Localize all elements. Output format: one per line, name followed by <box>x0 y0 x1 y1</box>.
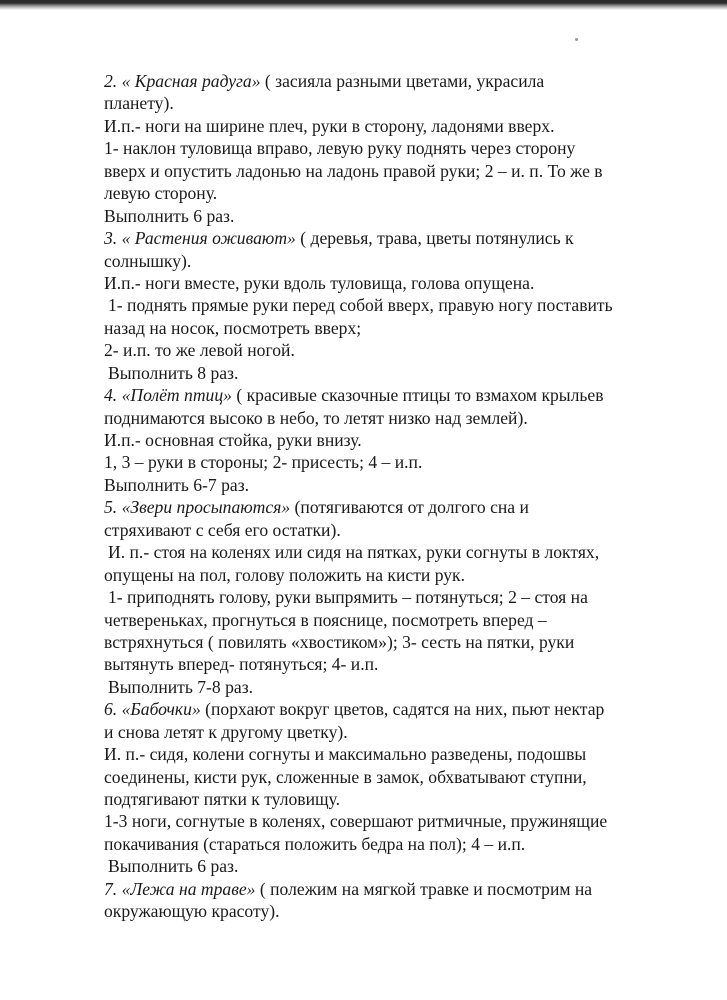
text-line: назад на носок, посмотреть вверх; <box>104 317 362 338</box>
text-line: 3. « Растения оживают» ( деревья, трава, цветы потянулись к <box>104 228 574 249</box>
text-line: И. п.- сидя, колени согнуты и максимально разведены, подошвы <box>104 744 587 765</box>
text-line: И.п.- основная стойка, руки внизу. <box>104 430 362 450</box>
text-line: окружающую красоту). <box>104 901 280 922</box>
text-line: 1- поднять прямые руки перед собой вверх, правую ногу поставить <box>108 295 613 316</box>
exercise-title: 2. « Красная радуга» <box>104 71 261 91</box>
exercise-title: 4. «Полёт птиц» <box>104 385 232 406</box>
text-line: подтягивают пятки к туловищу. <box>104 789 340 809</box>
text-line: Выполнить 6 раз. <box>108 856 239 877</box>
text-line: стряхивают с себя его остатки). <box>104 519 341 540</box>
exercise-title: 6. «Бабочки» <box>104 699 201 720</box>
text-line: встряхнуться ( повилять «хвостиком»); 3- сесть на пятки, руки <box>104 631 575 652</box>
exercise-title: 5. «Звери просыпаются» <box>104 497 291 518</box>
text-line: 1- приподнять голову, руки выпрямить – потянуться; 2 – стоя на <box>108 587 588 608</box>
text-line: солнышку). <box>104 250 192 271</box>
text-line: И.п.- ноги вместе, руки вдоль туловища, голова опущена. <box>104 272 535 293</box>
text-line: четвереньках, прогнуться в пояснице, посмотреть вперед – <box>104 609 547 630</box>
text-line: 2- и.п. то же левой ногой. <box>104 340 295 361</box>
text-line: поднимаются высоко в небо, то летят низко над землей). <box>104 407 528 428</box>
text-line: 5. «Звери просыпаются» (потягиваются от долгого сна и <box>104 497 529 518</box>
text-line: 1-3 ноги, согнутые в коленях, совершают ритмичные, пружинящие <box>104 811 608 832</box>
text-line: вверх и опустить ладонью на ладонь правой руки; 2 – и. п. То же в <box>104 160 603 181</box>
text-line: И.п.- ноги на ширине плеч, руки в сторону, ладонями вверх. <box>104 115 555 136</box>
text-line: 1, 3 – руки в стороны; 2- присесть; 4 – и.п. <box>104 452 423 473</box>
text-line: Выполнить 6-7 раз. <box>104 474 250 495</box>
text-line: 4. «Полёт птиц» ( красивые сказочные птицы то взмахом крыльев <box>104 385 604 406</box>
text-line: опущены на пол, голову положить на кисти рук. <box>104 564 466 585</box>
text-line: соединены, кисти рук, сложенные в замок, обхватывают ступни, <box>104 766 587 787</box>
exercise-title: 7. «Лежа на траве» <box>104 878 256 899</box>
text-line: Выполнить 7-8 раз. <box>108 676 254 697</box>
text-line: 1- наклон туловища вправо, левую руку поднять через сторону <box>104 138 576 159</box>
text-line: и снова летят к другому цветку). <box>104 721 348 742</box>
text-line: Выполнить 8 раз. <box>108 362 239 383</box>
document-body <box>104 70 704 923</box>
text-line: Выполнить 6 раз. <box>104 205 235 226</box>
scan-speck <box>575 38 578 41</box>
text-line: 2. « Красная радуга» ( засияла разными цветами, украсила <box>104 71 545 91</box>
text-line: 6. «Бабочки» (порхают вокруг цветов, садятся на них, пьют нектар <box>104 699 605 720</box>
exercise-title: 3. « Растения оживают» <box>104 228 296 249</box>
text-line: 7. «Лежа на траве» ( полежим на мягкой травке и посмотрим на <box>104 878 593 899</box>
scan-top-edge <box>0 0 727 10</box>
text-line: вытянуть вперед- потянуться; 4- и.п. <box>104 654 379 675</box>
text-line: левую сторону. <box>104 183 218 204</box>
text-line: покачивания (стараться положить бедра на пол); 4 – и.п. <box>104 833 526 854</box>
text-line: И. п.- стоя на коленях или сидя на пятках, руки согнуты в локтях, <box>108 542 600 563</box>
text-line: планету). <box>104 93 174 114</box>
